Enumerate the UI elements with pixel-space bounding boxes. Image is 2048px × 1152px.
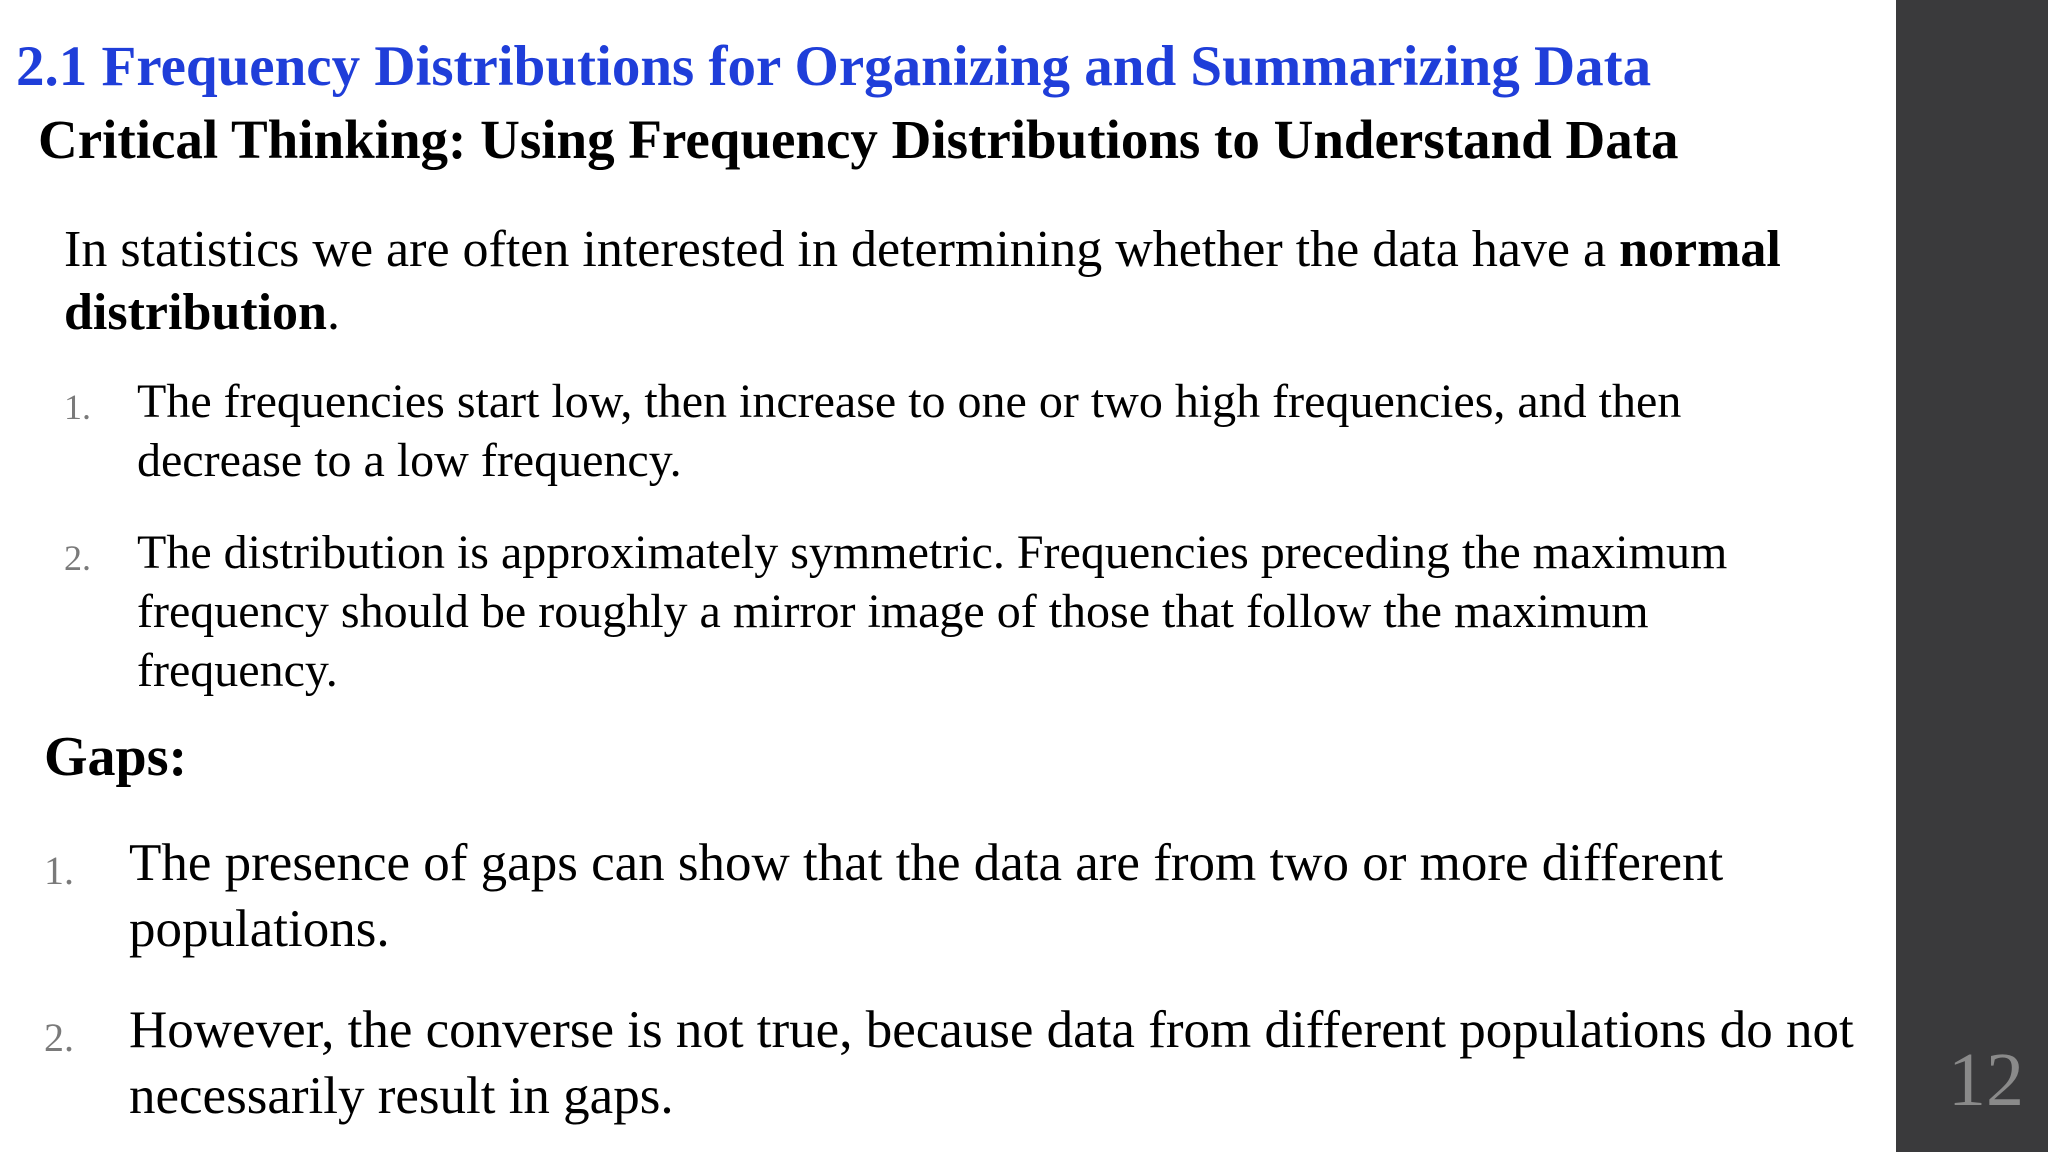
list-number: 2. [64, 538, 91, 578]
slide-subtitle: Critical Thinking: Using Frequency Distributions to Understand Data [38, 109, 1679, 170]
list-number: 2. [44, 1015, 74, 1060]
list-text: However, the converse is not true, because data from different populations do not necessarily result in gaps. [129, 1001, 1854, 1125]
list-number: 1. [64, 387, 91, 427]
slide-sidebar [1896, 0, 2048, 1152]
list-text: The presence of gaps can show that the data are from two or more different populations. [129, 834, 1724, 958]
list-text: The frequencies start low, then increase to one or two high frequencies, and then decrease to a low frequency. [137, 375, 1682, 487]
intro-bold-term: normal distribution [64, 221, 1781, 341]
intro-text-end: . [326, 284, 340, 341]
slide-title: 2.1 Frequency Distributions for Organizing and Summarizing Data [16, 35, 1652, 98]
intro-paragraph [64, 218, 1824, 344]
slide-number: 12 [1948, 1038, 2024, 1122]
intro-text: In statistics we are often interested in determining whether the data have a [64, 221, 1620, 278]
list-text: The distribution is approximately symmetric. Frequencies preceding the maximum frequency should be roughly a mirror image of those that follow the maximum frequency. [137, 526, 1728, 697]
gaps-heading: Gaps: [44, 726, 188, 788]
list-number: 1. [44, 848, 74, 893]
